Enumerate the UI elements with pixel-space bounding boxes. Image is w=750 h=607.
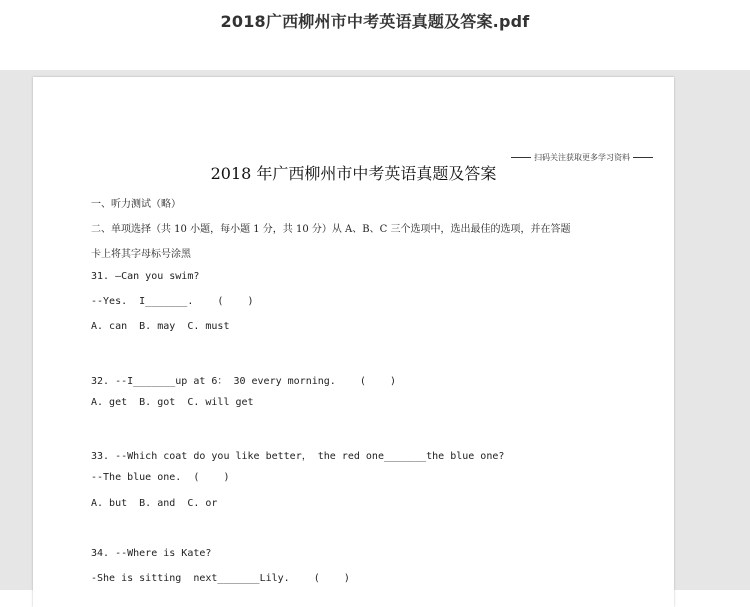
- question-31-options: A. can B. may C. must: [91, 321, 230, 332]
- section-choice-instructions-cont: 卡上将其字母标号涂黑: [91, 249, 191, 260]
- question-31-prompt: 31. —Can you swim?: [91, 271, 200, 282]
- question-33-prompt: 33. --Which coat do you like better， the red one_______the blue one?: [91, 451, 505, 462]
- watermark-right-rule: [633, 157, 653, 158]
- question-33-response: --The blue one. ( ): [91, 472, 230, 483]
- question-32-options: A. get B. got C. will get: [91, 397, 254, 408]
- file-title: 2018广西柳州市中考英语真题及答案.pdf: [220, 12, 530, 31]
- pdf-page: [33, 77, 674, 607]
- watermark-left-rule: [511, 157, 531, 158]
- question-31-response: --Yes. I_______. ( ): [91, 296, 254, 307]
- question-34-response: -She is sitting next_______Lily. ( ): [91, 573, 350, 584]
- question-33-options: A. but B. and C. or: [91, 498, 218, 509]
- section-choice-instructions: 二、单项选择（共 10 小题，每小题 1 分，共 10 分）从 A、B、C 三个选项中，选出最佳的选项，并在答题: [91, 224, 571, 235]
- question-32-prompt: 32. --I_______up at 6： 30 every morning. ( ): [91, 376, 397, 387]
- watermark-text: 扫码关注获取更多学习资料: [534, 153, 630, 162]
- document-title: 2018 年广西柳州市中考英语真题及答案: [210, 164, 497, 183]
- viewer-header: [0, 0, 750, 70]
- section-listening: 一、听力测试（略）: [91, 199, 181, 210]
- question-34-prompt: 34. --Where is Kate?: [91, 548, 212, 559]
